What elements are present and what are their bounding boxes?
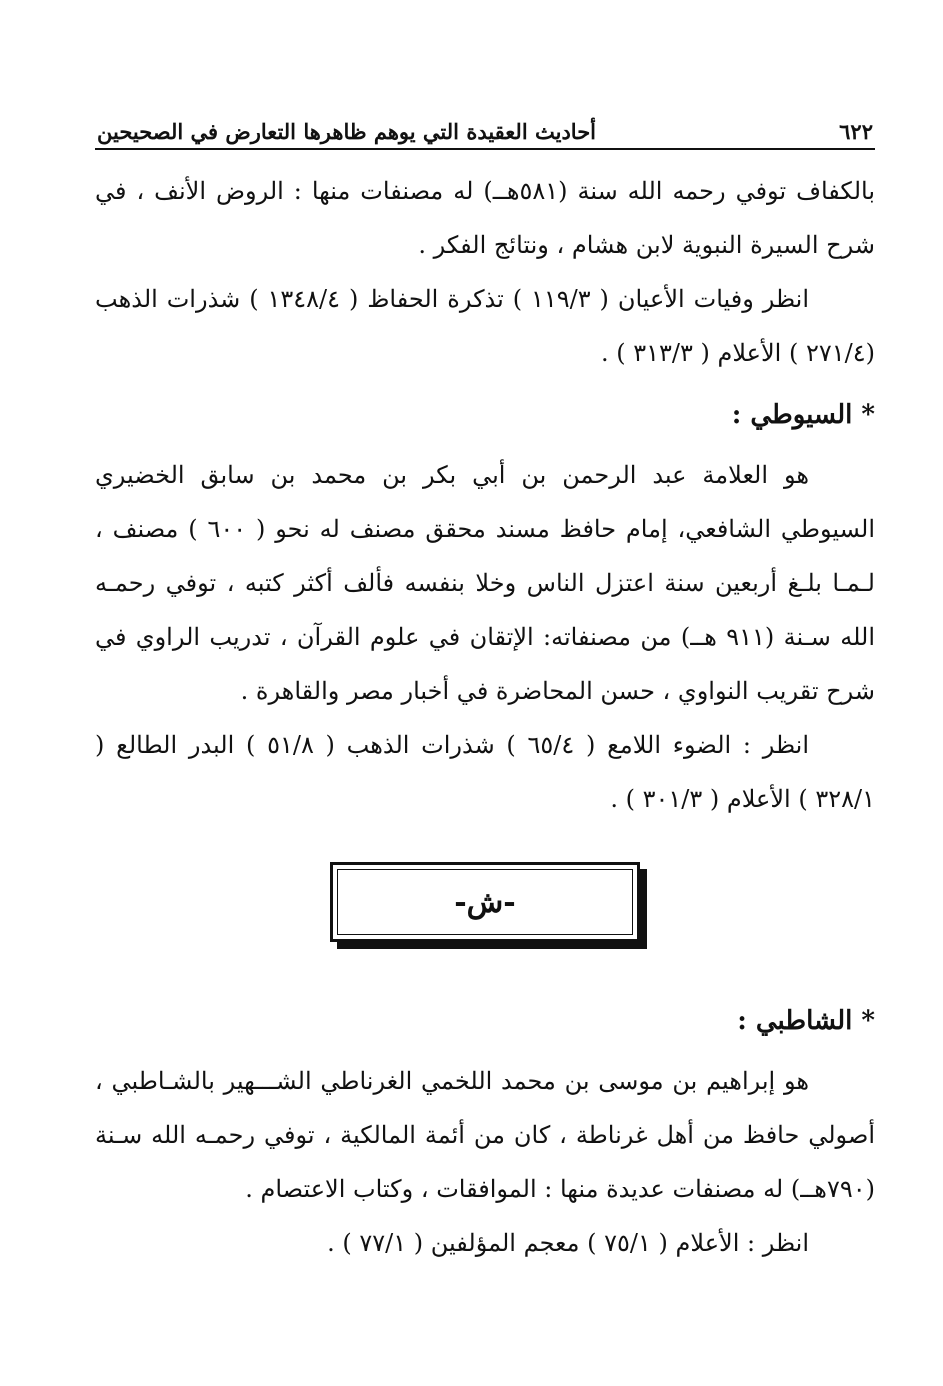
section-box bbox=[330, 862, 640, 942]
entry-body-shatibi: هو إبراهيم بن موسى بن محمد اللخمي الغرناطي الشـــهير بالشـاطبي ، أصولي حافظ من أهل غرناطة ، كان من أئمة المالكية ، توفي رحمـه الله سـنة (٧٩٠هــ) له مصنفات عديدة منها : الموافقات ، وكتاب الاعتصام . bbox=[95, 1067, 875, 1203]
entry-refs-suyuti: انظر : الضوء اللامع ( ٦٥/٤ ) شذرات الذهب ( ٥١/٨ ) البدر الطالع ( ٣٢٨/١ ) الأعلام ( ٣٠١/٣ ) . bbox=[95, 731, 875, 813]
entry-heading-shatibi: * الشاطبي : bbox=[737, 1006, 875, 1036]
entry-refs-shatibi: انظر : الأعلام ( ٧٥/١ ) معجم المؤلفين ( ٧٧/١ ) . bbox=[327, 1229, 809, 1257]
book-page bbox=[95, 100, 875, 1270]
running-title: أحاديث العقيدة التي يوهم ظاهرها التعارض في الصحيحين bbox=[97, 119, 597, 144]
continuation-text: بالكفاف توفي رحمه الله سنة (٥٨١هــ) له مصنفات منها : الروض الأنف ، في شرح السيرة النبوية لابن هشام ، ونتائج الفكر . bbox=[95, 177, 875, 259]
entry-body-suyuti: هو العلامة عبد الرحمن بن أبي بكر بن محمد بن سابق الخضيري السيوطي الشافعي، إمام حافظ مسند محقق مصنف له نحو ( ٦٠٠ ) مصنف ، لـمـا بلـغ أربعين سنة اعتزل الناس وخلا بنفسه فألف أكثر كتبه ، توفي رحمـه الله سـنة (٩١١ هــ) من مصنفاته: الإتقان في علوم القرآن ، تدريب الراوي في شرح تقريب النواوي ، حسن المحاضرة في أخبار مصر والقاهرة . bbox=[95, 461, 876, 705]
entry-heading-suyuti: * السيوطي : bbox=[731, 400, 875, 430]
running-header bbox=[95, 100, 875, 144]
continuation-refs: انظر وفيات الأعيان ( ١١٩/٣ ) تذكرة الحفاظ ( ١٣٤٨/٤ ) شذرات الذهب (٢٧١/٤ ) الأعلام ( ٣١٣/٣ ) . bbox=[95, 285, 875, 367]
page-number: ٦٢٢ bbox=[839, 119, 873, 144]
section-letter: -ش- bbox=[454, 884, 516, 920]
section-marker bbox=[95, 862, 875, 942]
header-rule bbox=[95, 148, 875, 150]
